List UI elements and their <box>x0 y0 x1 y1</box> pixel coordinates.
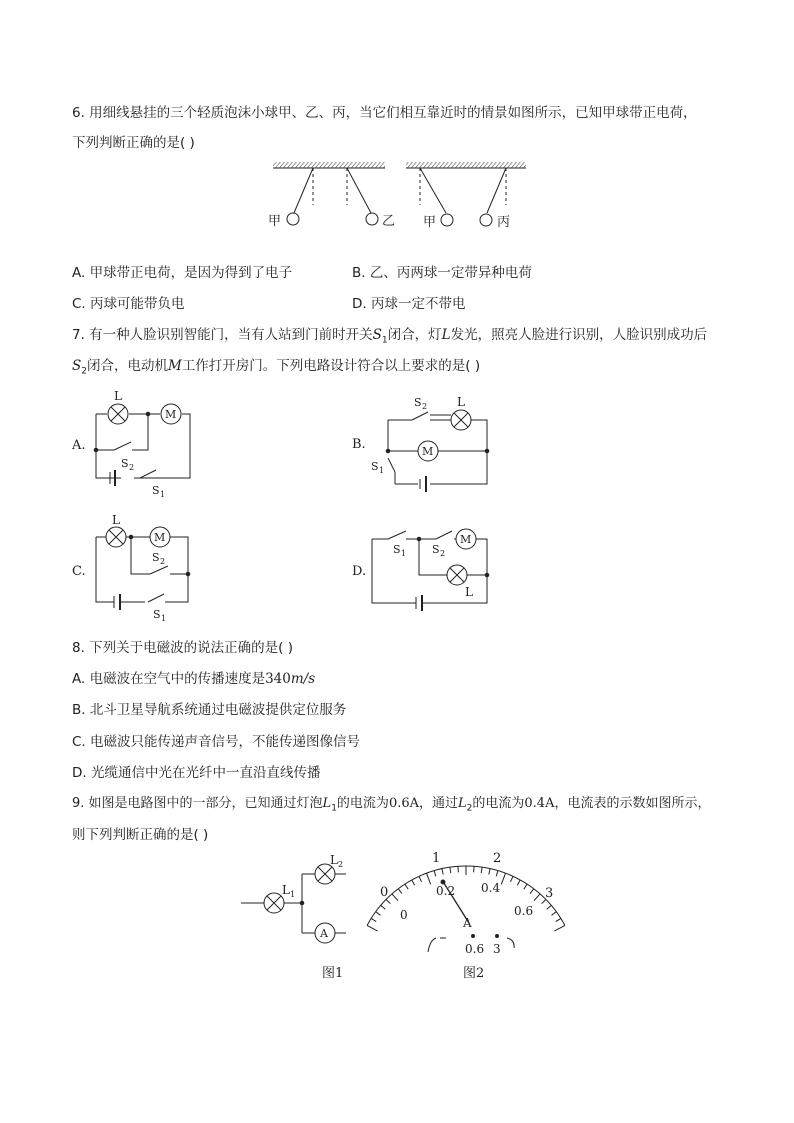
dial-tick <box>501 873 505 884</box>
svg-text:M: M <box>165 408 177 421</box>
dial-bottom-0: 0 <box>400 908 408 922</box>
svg-text:2: 2 <box>129 463 135 472</box>
dial-tick <box>552 912 557 916</box>
circuit-a-label: A. <box>72 438 86 453</box>
dial-top-0: 0 <box>380 885 389 900</box>
terminal-3: 3 <box>493 942 501 956</box>
dial-tick <box>511 876 514 882</box>
dial-tick <box>381 905 386 909</box>
q6-option-d[interactable]: D. 丙球一定不带电 <box>352 296 466 312</box>
svg-text:S: S <box>121 457 129 470</box>
dial-tick <box>458 866 459 872</box>
circuit-d-label: D. <box>352 564 367 579</box>
svg-text:M: M <box>460 533 472 546</box>
dial-tick <box>442 869 443 875</box>
q9-stem-line1: 9. 如图是电路图中的一部分，已知通过灯泡$L_1$的电流为0.6A，通过$L_2$的电流为0.4A，电流表的示数如图所示， <box>72 796 711 814</box>
dial-tick <box>419 876 422 882</box>
label-bing: 丙 <box>497 215 511 230</box>
dial-tick <box>547 905 552 909</box>
dial-tick <box>524 884 527 889</box>
dial-tick <box>367 925 378 931</box>
q6-stem-line1: 6. 用细线悬挂的三个轻质泡沫小球甲、乙、丙，当它们相互靠近时的情景如图所示，已知甲球带正电荷， <box>72 105 697 121</box>
svg-text:M: M <box>422 445 434 458</box>
label-yi: 乙 <box>382 214 396 229</box>
q7-stem-line2: $S_2$闭合，电动机M工作打开房门。下列电路设计符合以上要求的是( ) <box>72 358 481 377</box>
dial-tick <box>398 889 402 894</box>
q8-option-b[interactable]: B. 北斗卫星导航系统通过电磁波提供定位服务 <box>72 702 347 718</box>
q8-stem: 8. 下列关于电磁波的说法正确的是( ) <box>72 640 293 656</box>
dial-tick <box>427 873 431 884</box>
svg-text:1: 1 <box>160 490 166 499</box>
svg-text:1: 1 <box>379 466 385 475</box>
dial-tick <box>376 912 381 916</box>
dial-tick <box>371 918 376 921</box>
svg-text:L: L <box>330 853 338 867</box>
svg-text:2: 2 <box>338 860 344 869</box>
dial-tick <box>496 871 498 877</box>
dial-tick <box>386 900 390 904</box>
svg-text:1: 1 <box>290 890 296 899</box>
label-jia-2: 甲 <box>423 215 437 230</box>
svg-text:2: 2 <box>422 402 428 411</box>
q9-stem-line2: 则下列判断正确的是( ) <box>72 827 209 843</box>
svg-text:L: L <box>112 513 120 527</box>
svg-text:M: M <box>154 531 166 544</box>
svg-text:S: S <box>432 543 440 556</box>
dial-tick <box>392 894 398 901</box>
dial-tick <box>450 867 451 873</box>
dial-tick <box>534 894 540 901</box>
dial-top-1: 1 <box>432 851 441 866</box>
q6-stem-line2: 下列判断正确的是( ) <box>72 135 195 151</box>
dial-tick <box>556 918 561 921</box>
svg-text:L: L <box>114 389 122 403</box>
svg-text:2: 2 <box>440 549 446 558</box>
dial-top-2: 2 <box>493 851 502 866</box>
fig2-caption: 图2 <box>463 966 485 981</box>
q6-option-a[interactable]: A. 甲球带正电荷，是因为得到了电子 <box>72 265 293 281</box>
dial-tick <box>481 867 482 873</box>
dial-bottom-06: 0.6 <box>514 904 534 918</box>
q8-option-d[interactable]: D. 光缆通信中光在光纤中一直沿直线传播 <box>72 765 321 781</box>
svg-text:2: 2 <box>160 557 166 566</box>
dial-tick <box>517 880 520 885</box>
dial-top-3: 3 <box>545 886 554 901</box>
q6-option-b[interactable]: B. 乙、丙两球一定带异种电荷 <box>352 265 532 281</box>
dial-tick <box>474 866 475 872</box>
svg-text:1: 1 <box>161 614 167 623</box>
dial-tick <box>434 871 436 877</box>
dial-tick <box>530 889 534 894</box>
dial-unit: A <box>463 916 472 930</box>
svg-text:S: S <box>414 396 422 409</box>
svg-text:L: L <box>465 585 473 599</box>
svg-text:L: L <box>457 395 465 409</box>
label-jia: 甲 <box>268 214 282 229</box>
svg-text:L: L <box>282 883 290 897</box>
svg-text:1: 1 <box>401 549 407 558</box>
dial-tick <box>405 884 408 889</box>
dial-bottom-02: 0.2 <box>436 884 456 898</box>
terminal-06: 0.6 <box>465 942 485 956</box>
circuit-b-label: B. <box>352 437 366 452</box>
dial-bottom-04: 0.4 <box>481 881 501 895</box>
svg-text:S: S <box>152 551 160 564</box>
q8-option-c[interactable]: C. 电磁波只能传递声音信号，不能传递图像信号 <box>72 734 361 750</box>
svg-text:S: S <box>371 460 379 473</box>
svg-text:S: S <box>152 484 160 497</box>
svg-text:S: S <box>153 608 161 621</box>
svg-text:A: A <box>320 927 328 940</box>
q8-option-a[interactable]: A. 电磁波在空气中的传播速度是340m/s <box>72 671 316 687</box>
dial-tick <box>489 869 490 875</box>
q7-stem-line1: 7. 有一种人脸识别智能门，当有人站到门前时开关$S_1$闭合，灯L发光，照亮人脸进行识别，人脸识别成功后 <box>72 327 708 346</box>
fig1-caption: 图1 <box>322 966 344 981</box>
dial-tick <box>554 925 565 931</box>
svg-text:S: S <box>393 543 401 556</box>
circuit-c-label: C. <box>72 564 86 579</box>
dial-tick <box>412 880 415 885</box>
q6-option-c[interactable]: C. 丙球可能带负电 <box>72 296 185 312</box>
